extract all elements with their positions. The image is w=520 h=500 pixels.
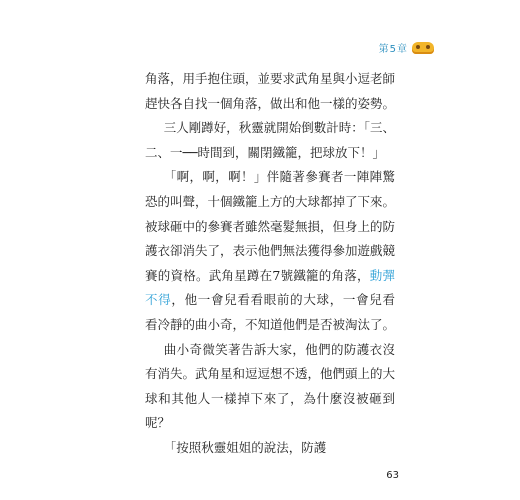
paragraph-1: 角落，用手抱住頭，並要求武角星與小逗老師趕快各自找一個角落，做出和他一樣的姿勢。 — [145, 71, 396, 111]
page-number: 63 — [386, 470, 399, 481]
paragraph-3-start: 「啊，啊，啊！」伴隨著參賽者一陣陣驚恐的叫聲，十個鐵籠上方的大球都掉了下來。被球砸中的參賽者雖然毫髮無損，但身上的防護衣卻消失了，表示他們無法獲得參加遊戲競賽的資格。武角星蹲在7號鐵籠的角落， — [145, 169, 396, 283]
paragraph-4: 曲小奇微笑著告訴大家，他們的防護衣沒有消失。武角星和逗逗想不透，他們頭上的大球和其他人一樣掉下來了，為什麼沒被砸到呢？ — [145, 341, 396, 431]
paragraph-3-end: ，他一會兒看看眼前的大球，一會兒看看冷靜的曲小奇，不知道他們是否被淘汰了。 — [145, 292, 396, 332]
chapter-label: 第5章 — [378, 44, 408, 55]
paragraph-3 — [145, 165, 395, 337]
cartoon-emblem-icon — [412, 42, 434, 54]
chapter-header — [379, 40, 434, 55]
body-text — [145, 67, 395, 461]
paragraph-5: 「按照秋靈姐姐的說法，防護 — [163, 439, 327, 455]
paragraph-2: 三人剛蹲好，秋靈就開始倒數計時：「三、二、一──時間到，關閉鐵籠，把球放下！」 — [145, 120, 396, 160]
highlighted-phrase: 動彈不得 — [145, 267, 395, 308]
